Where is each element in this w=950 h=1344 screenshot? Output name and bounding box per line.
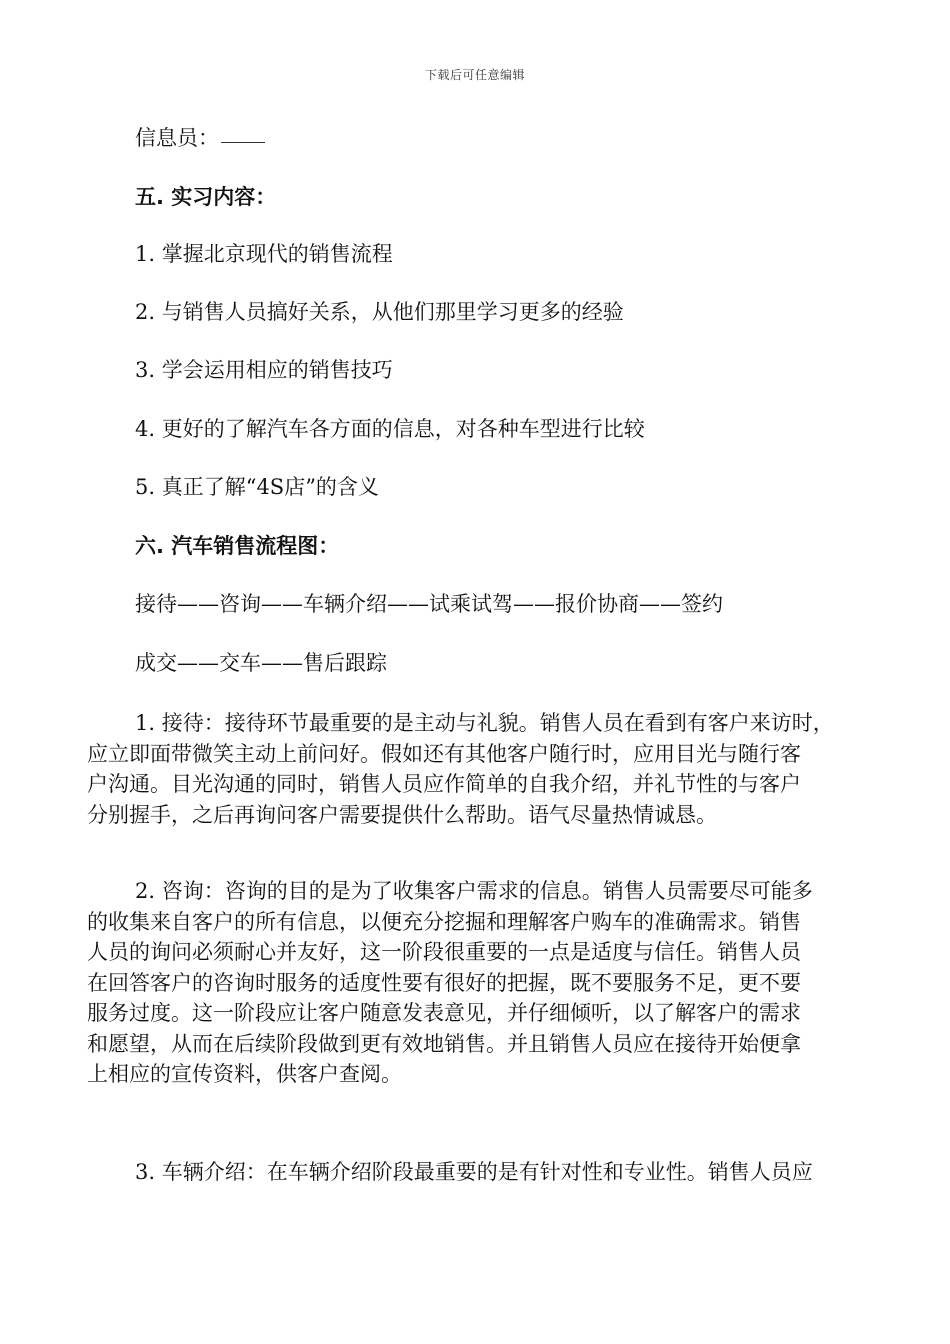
paragraph-line: 服务过度。这一阶段应让客户随意发表意见，并仔细倾听，以了解客户的需求 bbox=[87, 1001, 801, 1025]
paragraph-line: 1. 接待：接待环节最重要的是主动与礼貌。销售人员在看到有客户来访时， bbox=[135, 711, 834, 735]
paragraph-line: 在回答客户的咨询时服务的适度性要有很好的把握，既不要服务不足，更不要 bbox=[87, 970, 801, 995]
list-item: 2. 与销售人员搞好关系，从他们那里学习更多的经验 bbox=[135, 300, 624, 324]
flow-line-1: 接待——咨询——车辆介绍——试乘试驾——报价协商——签约 bbox=[135, 592, 723, 616]
paragraph-line: 户沟通。目光沟通的同时，销售人员应作简单的自我介绍，并礼节性的与客户 bbox=[87, 772, 801, 796]
paragraph-vehicle-intro bbox=[87, 1157, 877, 1188]
paragraph-line: 上相应的宣传资料，供客户查阅。 bbox=[87, 1062, 402, 1086]
paragraph-line: 2. 咨询：咨询的目的是为了收集客户需求的信息。销售人员需要尽可能多 bbox=[135, 879, 813, 903]
info-officer-blank bbox=[221, 124, 265, 143]
list-item: 5. 真正了解“4S店”的含义 bbox=[135, 475, 379, 499]
paragraph-line: 和愿望，从而在后续阶段做到更有效地销售。并且销售人员应在接待开始便拿 bbox=[87, 1031, 801, 1056]
paragraph-line: 3. 车辆介绍：在车辆介绍阶段最重要的是有针对性和专业性。销售人员应 bbox=[135, 1160, 813, 1184]
info-officer-line bbox=[135, 124, 265, 152]
paragraph-line: 的收集来自客户的所有信息，以便充分挖掘和理解客户购车的准确需求。销售 bbox=[87, 909, 801, 934]
paragraph-line: 应立即面带微笑主动上前问好。假如还有其他客户随行时，应用目光与随行客 bbox=[87, 741, 801, 766]
paragraph-line: 人员的询问必须耐心并友好，这一阶段很重要的一点是适度与信任。销售人员 bbox=[87, 940, 801, 964]
paragraph-line: 分别握手，之后再询问客户需要提供什么帮助。语气尽量热情诚恳。 bbox=[87, 802, 717, 827]
paragraph-consultation bbox=[87, 876, 877, 1090]
list-item: 4. 更好的了解汽车各方面的信息，对各种车型进行比较 bbox=[135, 417, 645, 441]
flow-line-2: 成交——交车——售后跟踪 bbox=[135, 651, 387, 675]
list-item: 3. 学会运用相应的销售技巧 bbox=[135, 358, 393, 382]
info-officer-label: 信息员： bbox=[135, 126, 219, 150]
list-item: 1. 掌握北京现代的销售流程 bbox=[135, 242, 393, 266]
section-5-title: 五. 实习内容： bbox=[135, 185, 277, 209]
section-6-title: 六. 汽车销售流程图： bbox=[135, 534, 340, 558]
page-header: 下载后可任意编辑 bbox=[424, 68, 525, 82]
paragraph-reception bbox=[87, 708, 877, 830]
